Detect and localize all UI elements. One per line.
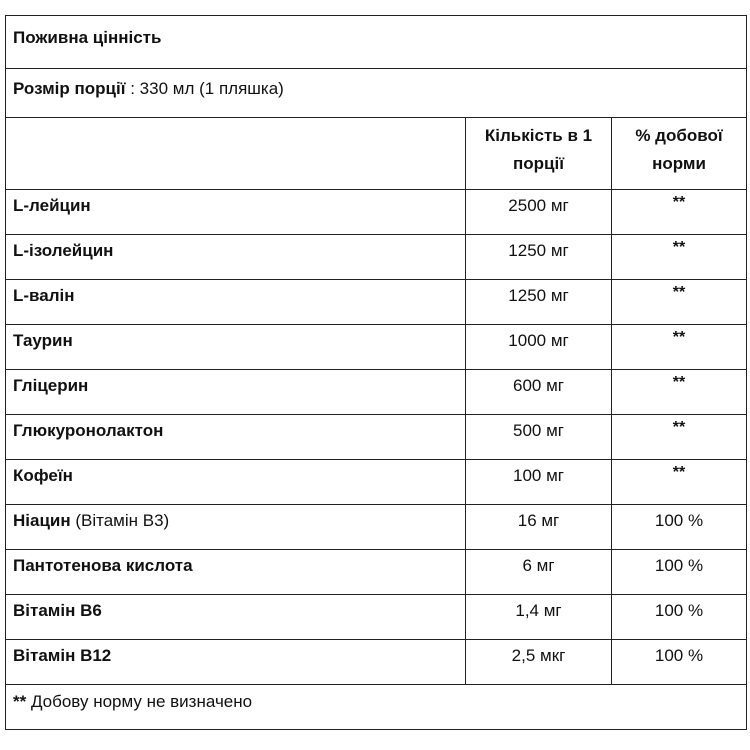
nutrient-name [13, 376, 88, 396]
nutrient-name [13, 466, 73, 486]
daily-value: ** [672, 374, 686, 391]
table-row [6, 325, 746, 370]
table-row [6, 415, 746, 460]
daily-value-cell [612, 190, 746, 234]
amount-value: 1,4 мг [515, 601, 562, 620]
serving-size-label: Розмір порції [13, 79, 126, 98]
nutrient-name-cell [6, 640, 466, 684]
table-row [6, 460, 746, 505]
nutrient-name [13, 196, 91, 216]
nutrient-name-main: Ніацин [13, 511, 71, 530]
nutrient-name [13, 286, 75, 306]
amount-value: 1250 мг [508, 286, 569, 305]
daily-value-cell [612, 505, 746, 549]
daily-value-cell [612, 460, 746, 504]
nutrient-name-cell [6, 190, 466, 234]
nutrient-name-cell [6, 415, 466, 459]
amount-cell [466, 640, 612, 684]
header-name-cell [6, 118, 466, 189]
table-title: Поживна цінність [13, 28, 162, 47]
daily-value: ** [672, 239, 686, 256]
daily-value: ** [672, 194, 686, 211]
daily-value: ** [672, 419, 686, 436]
footnote-text: Добову норму не визначено [26, 692, 253, 711]
nutrient-name [13, 601, 102, 621]
nutrient-name-cell [6, 595, 466, 639]
nutrient-name-main: Таурин [13, 331, 73, 350]
header-daily-value: % добової норми [635, 126, 723, 173]
amount-value: 2,5 мкг [511, 646, 566, 665]
amount-value: 1250 мг [508, 241, 569, 260]
nutrient-name [13, 331, 73, 351]
serving-size [13, 79, 284, 99]
table-row [6, 280, 746, 325]
daily-value-cell [612, 325, 746, 369]
daily-value: ** [672, 329, 686, 346]
nutrition-facts-table [5, 15, 747, 730]
amount-cell [466, 280, 612, 324]
nutrient-name [13, 421, 163, 441]
nutrient-name-main: Вітамін В12 [13, 646, 112, 665]
nutrient-name-main: Кофеїн [13, 466, 73, 485]
amount-cell [466, 235, 612, 279]
nutrient-name-cell [6, 235, 466, 279]
footnote-marker: ** [13, 692, 27, 711]
daily-value: ** [672, 284, 686, 301]
header-amount: Кількість в 1 порції [484, 126, 593, 173]
daily-value-cell [612, 550, 746, 594]
table-row [6, 505, 746, 550]
amount-cell [466, 190, 612, 234]
nutrient-name-note: (Вітамін В3) [70, 511, 170, 530]
amount-value: 1000 мг [508, 331, 569, 350]
daily-value-cell [612, 370, 746, 414]
nutrient-name [13, 511, 169, 531]
nutrient-name-cell [6, 550, 466, 594]
footnote-row [6, 685, 746, 731]
amount-value: 100 мг [513, 466, 564, 485]
header-amount-cell [466, 118, 612, 189]
nutrient-name-cell [6, 280, 466, 324]
daily-value-cell [612, 640, 746, 684]
daily-value: 100 % [654, 556, 704, 575]
table-row [6, 190, 746, 235]
amount-cell [466, 460, 612, 504]
nutrient-name-main: L-лейцин [13, 196, 91, 215]
daily-value: 100 % [654, 601, 704, 620]
daily-value: ** [672, 464, 686, 481]
daily-value-cell [612, 595, 746, 639]
nutrient-name-cell [6, 370, 466, 414]
title-row [6, 16, 746, 69]
header-daily-value-cell [612, 118, 746, 189]
amount-value: 16 мг [517, 511, 560, 530]
nutrient-name-main: Глюкуронолактон [13, 421, 164, 440]
amount-value: 600 мг [513, 376, 564, 395]
nutrient-name-main: Гліцерин [13, 376, 89, 395]
table-row [6, 640, 746, 685]
daily-value-cell [612, 415, 746, 459]
amount-value: 6 мг [522, 556, 555, 575]
serving-size-row [6, 69, 746, 118]
footnote [13, 692, 252, 712]
nutrient-name-cell [6, 505, 466, 549]
table-row [6, 550, 746, 595]
amount-cell [466, 370, 612, 414]
amount-cell [466, 415, 612, 459]
daily-value: 100 % [654, 511, 704, 530]
table-row [6, 235, 746, 280]
amount-cell [466, 325, 612, 369]
amount-cell [466, 505, 612, 549]
nutrient-name-main: L-ізолейцин [13, 241, 114, 260]
nutrient-name-main: Вітамін В6 [13, 601, 102, 620]
serving-size-value: : 330 мл (1 пляшка) [125, 79, 284, 98]
nutrient-name-cell [6, 325, 466, 369]
table-row [6, 595, 746, 640]
nutrient-name-cell [6, 460, 466, 504]
nutrient-name [13, 556, 193, 576]
nutrient-name [13, 241, 113, 261]
amount-cell [466, 550, 612, 594]
daily-value-cell [612, 280, 746, 324]
amount-value: 2500 мг [508, 196, 569, 215]
nutrient-name [13, 646, 111, 666]
nutrient-name-main: L-валін [13, 286, 75, 305]
amount-value: 500 мг [513, 421, 564, 440]
daily-value-cell [612, 235, 746, 279]
daily-value: 100 % [654, 646, 704, 665]
table-row [6, 370, 746, 415]
nutrient-name-main: Пантотенова кислота [13, 556, 193, 575]
column-header-row [6, 118, 746, 190]
amount-cell [466, 595, 612, 639]
